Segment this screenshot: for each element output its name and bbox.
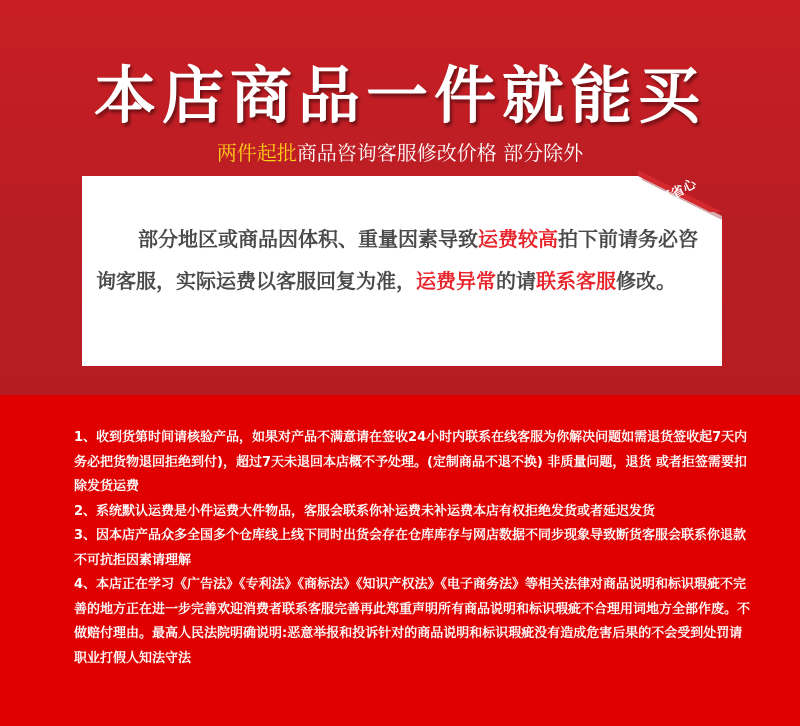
policy-note-1: 1、收到货第时间请核验产品，如果对产品不满意请在签收24小时内联系在线客服为你解决问题如需退货签收起7天内务必把货物退回拒绝到付)，超过7天未退回本店概不予处理。(定制商品不退不换) 非质量问题，退货 或者拒签需要扣除发货运费 xyxy=(74,430,748,494)
notice-highlight-2: 运费异常 xyxy=(416,269,496,293)
notice-part3: 的请 xyxy=(496,269,536,293)
policy-note-2: 2、系统默认运费是小件运费大件物品，客服会联系你补运费未补运费本店有权拒绝发货或者延迟发货 xyxy=(74,503,656,519)
corner-badge-text: 更省心 xyxy=(657,176,699,209)
page-title: 本店商品一件就能买 xyxy=(93,59,706,132)
notice-part4: 修改。 xyxy=(616,269,676,293)
subtitle-accent: 两件起批 xyxy=(216,141,297,165)
policy-notes xyxy=(74,426,750,671)
subtitle-rest: 商品咨询客服修改价格 部分除外 xyxy=(296,141,584,165)
notice-highlight-3: 联系客服 xyxy=(536,269,616,293)
notice-part2: 拍下前请务必咨询客服，实际运费以客服回复为准， xyxy=(96,227,698,293)
notice-highlight-1: 运费较高 xyxy=(478,227,558,251)
notice-part1: 部分地区或商品因体积、重量因素导致 xyxy=(138,227,478,251)
subtitle xyxy=(0,137,800,166)
policy-note-4: 4、本店正在学习《广告法》《专利法》《商标法》《知识产权法》《电子商务法》等相关法律对商品说明和标识瑕疵不完善的地方正在进一步完善欢迎消费者联系客服完善再此郑重声明所有商品说明和标识瑕疵不合理用词地方全部作废。不做赔付理由。最高人民法院明确说明:恶意举报和投诉针对的商品说明和标识瑕疵没有造成危害后果的不会受到处罚请职业打假人知法守法 xyxy=(74,577,751,666)
policy-note-3: 3、因本店产品众多全国多个仓库线上线下同时出货会存在仓库库存与网店数据不同步现象导致断货客服会联系你退款不可抗拒因素请理解 xyxy=(74,528,747,568)
corner-badge xyxy=(630,170,722,220)
notice-text xyxy=(96,218,716,302)
